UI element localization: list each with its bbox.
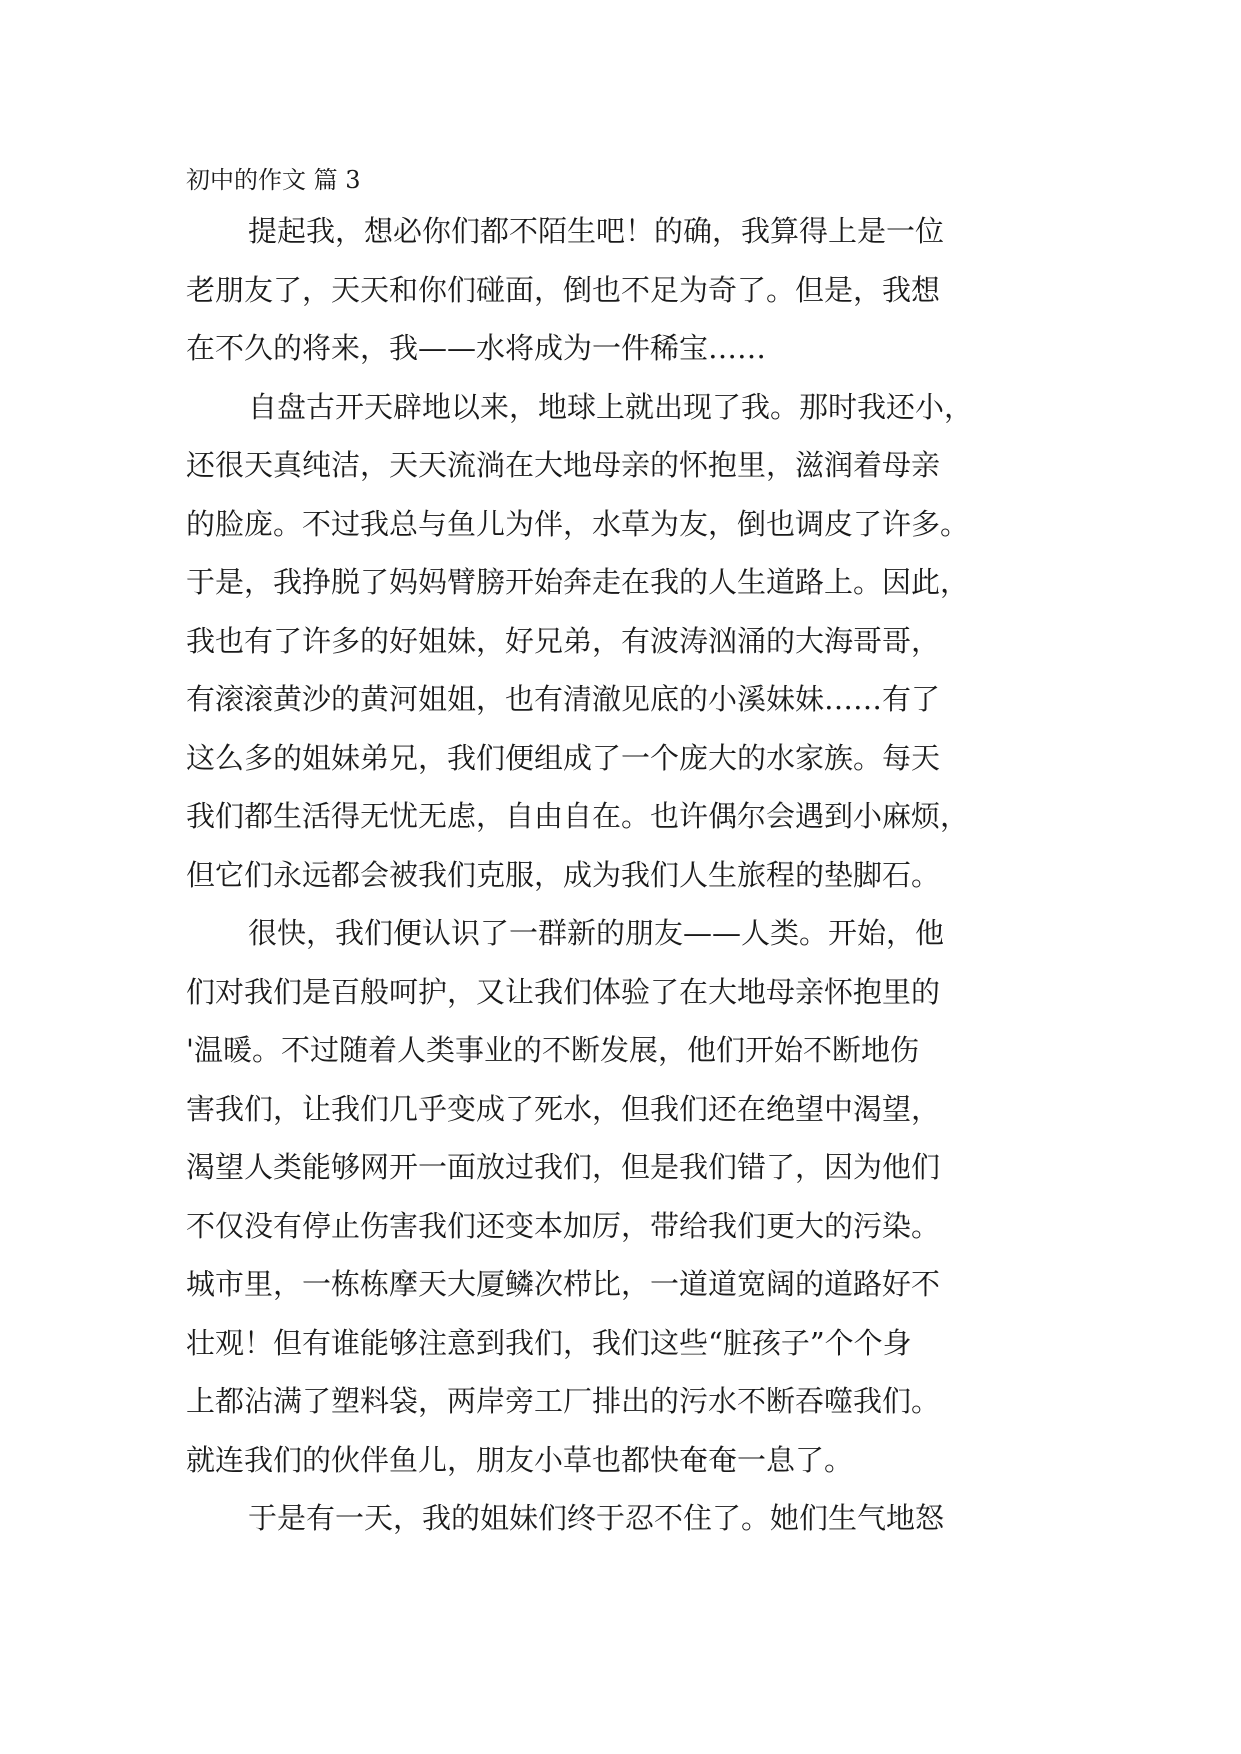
text-line: 城市里，一栋栋摩天大厦鳞次栉比，一道道宽阔的道路好不 [186, 1267, 941, 1301]
text-line: 渴望人类能够网开一面放过我们，但是我们错了，因为他们 [186, 1150, 941, 1184]
text-line: 老朋友了，天天和你们碰面，倒也不足为奇了。但是，我想 [186, 272, 941, 307]
text-line: 在不久的将来，我——水将成为一件稀宝…… [186, 331, 767, 365]
text-line: 的脸庞。不过我总与鱼儿为伴，水草为友，倒也调皮了许多。 [186, 506, 970, 541]
text-line: 不仅没有停止伤害我们还变本加厉，带给我们更大的污染。 [186, 1208, 941, 1243]
text-line: 有滚滚黄沙的黄河姐姐，也有清澈见底的小溪妹妹……有了 [186, 682, 941, 716]
text-line: 我也有了许多的好姐妹，好兄弟，有波涛汹涌的大海哥哥， [186, 623, 941, 658]
text-line: 自盘古开天辟地以来，地球上就出现了我。那时我还小， [248, 389, 974, 424]
essay-heading: 初中的作文 篇 3 [186, 166, 361, 194]
paragraph-1 [186, 202, 1066, 378]
text-line: 这么多的姐妹弟兄，我们便组成了一个庞大的水家族。每天 [186, 740, 941, 775]
paragraph-3 [186, 904, 1066, 1489]
text-line: 我们都生活得无忧无虑，自由自在。也许偶尔会遇到小麻烦， [186, 799, 970, 833]
text-line: 很快，我们便认识了一群新的朋友——人类。开始，他 [248, 916, 945, 950]
paragraph-2 [186, 378, 1066, 905]
text-line: 但它们永远都会被我们克服，成为我们人生旅程的垫脚石。 [186, 857, 941, 892]
document-body [186, 158, 1066, 1548]
text-line: 还很天真纯洁，天天流淌在大地母亲的怀抱里，滋润着母亲 [186, 448, 941, 482]
text-line: 于是，我挣脱了妈妈臂膀开始奔走在我的人生道路上。因此， [186, 565, 970, 599]
paragraph-4 [186, 1489, 1066, 1548]
text-line: 上都沾满了塑料袋，两岸旁工厂排出的污水不断吞噬我们。 [186, 1384, 941, 1418]
text-line: 提起我，想必你们都不陌生吧！的确，我算得上是一位 [248, 214, 945, 248]
text-line: 就连我们的伙伴鱼儿，朋友小草也都快奄奄一息了。 [186, 1442, 854, 1477]
text-line: 们对我们是百般呵护，又让我们体验了在大地母亲怀抱里的 [186, 974, 941, 1009]
text-line: 于是有一天，我的姐妹们终于忍不住了。她们生气地怒 [248, 1501, 945, 1535]
text-line: '温暖。不过随着人类事业的不断发展，他们开始不断地伤 [186, 1033, 919, 1067]
text-line: 壮观！但有谁能够注意到我们，我们这些“脏孩子”个个身 [186, 1325, 912, 1360]
text-line: 害我们，让我们几乎变成了死水，但我们还在绝望中渴望， [186, 1091, 941, 1126]
